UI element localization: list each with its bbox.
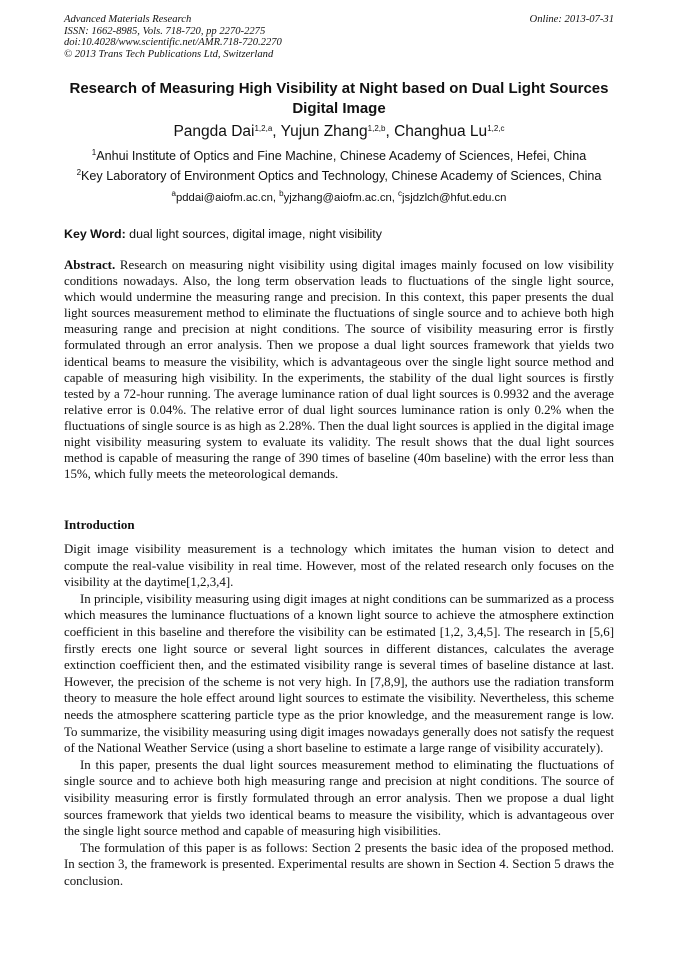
keywords-text: dual light sources, digital image, night visibility [125,227,382,241]
author-list [64,123,614,141]
email: jsjdzlch@hfut.edu.cn [402,192,507,204]
online-date: Online: 2013-07-31 [529,14,614,25]
affiliation-1 [64,149,614,163]
keywords [64,227,614,241]
affiliation-mark: 1 [91,148,97,157]
email: yjzhang@aiofm.ac.cn, [283,192,399,204]
affiliation-mark: 2 [76,168,82,177]
issn-line: ISSN: 1662-8985, Vols. 718-720, pp 2270-2275 [64,25,266,37]
separator: , [272,123,281,140]
paragraph: In principle, visibility measuring using digit images at night conditions can be summarized as a process which measures the luminance fluctuations of a known light source to achieve the atmosphere extinction coefficient in this baseline and therefore the visibility can be estimated [1,2, 3,4,5]. The research in [5,6] firstly erects one light source or several light sources in different distances, calculates the average extinction coefficient then, and the estimated visibility range is several times of baseline distance at last. However, the precision of the scheme is not very high. In [7,8,9], the authors use the radiation transform theory to measure the hole effect around light sources to estimate the visibility. Nevertheless, this scheme needs the atmosphere scattering particle type as the prior knowledge, and the measurement range is low. To summarize, the visibility measuring using digit images nowadays generally does not satisfy the request of the National Weather Service (using a short baseline to estimate a large range of visibility accurately). [64,591,614,756]
doi-line: doi:10.4028/www.scientific.net/AMR.718-720.2270 [64,37,282,49]
paragraph: The formulation of this paper is as follows: Section 2 presents the basic idea of the proposed method. In section 3, the framework is presented. Experimental results are shown in Section 4. Section 5 draws the conclusion. [64,840,614,888]
author-affiliation-mark: 1,2,b [367,124,386,133]
email-mark: a [171,189,176,198]
keywords-label: Key Word: [64,227,126,241]
separator: , [385,123,395,140]
paragraph: Digit image visibility measurement is a technology which imitates the human vision to detect and compute the real-value visibility in real time. However, most of the related research only focuses on the visibility at the daytime[1,2,3,4]. [64,542,614,590]
introduction-heading: Introduction [64,517,135,532]
paragraph: In this paper, presents the dual light sources measurement method to eliminating the fluctuations of single source and to achieve both high measuring range and precision at night conditions. The source of visibility measuring error is firstly formulated through an error analysis. Then we propose a dual light sources framework that yields two identical beams to measure the visibility, which is advantageous over the single light source method and capable of measuring high visibilities. [64,757,614,839]
author-name: Pangda Dai [173,123,255,140]
abstract [64,257,614,482]
author-name: Yujun Zhang [280,123,368,140]
affiliation-text: Key Laboratory of Environment Optics and Technology, Chinese Academy of Sciences, China [81,169,602,183]
copyright-line: © 2013 Trans Tech Publications Ltd, Switzerland [64,48,274,60]
journal-name: Advanced Materials Research [64,14,192,25]
paper-title: Research of Measuring High Visibility at Night based on Dual Light Sources Digital Image [69,80,609,117]
affiliation-2 [64,169,614,183]
journal-header [64,14,614,60]
author-name: Changhua Lu [394,123,488,140]
abstract-label: Abstract. [64,258,116,272]
email: pddai@aiofm.ac.cn, [175,192,280,204]
author-emails [64,189,614,204]
email-mark: c [398,189,403,198]
author-affiliation-mark: 1,2,c [487,124,505,133]
email-mark: b [279,189,284,198]
author-affiliation-mark: 1,2,a [254,124,273,133]
introduction-body [64,541,614,889]
affiliation-text: Anhui Institute of Optics and Fine Machine, Chinese Academy of Sciences, Hefei, China [96,149,587,163]
abstract-text: Research on measuring night visibility using digital images mainly focused on low visibility conditions nowadays. Also, the long term observation leads to fluctuations of the single light source, which would undermine the measuring range and precision. In this context, this paper presents the dual light sources measurement method to eliminate the fluctuations of single source and to achieve both high measuring range and precision at night conditions. The source of visibility measuring error is firstly formulated through an error analysis. Then we propose a dual light sources framework that yields two identical beams to measure the visibility, which is advantageous over the single light source method and capable of measuring high visibility. In the experiments, the stability of the dual light sources is firstly tested by a 72-hour running. The average luminance ration of dual light sources is 0.9932 and the average relative error is 0.04%. The relative error of dual light sources luminance ration is only 0.2% when the fluctuations of single source is as high as 2.28%. Then the dual light sources is applied in the digital image night visibility measuring system to evaluate its validity. The result shows that the dual light sources method is capable of measuring the range of 390 times of baseline (40m baseline) with the error less than 15%, which fully meets the meteorological demands. [64,258,615,482]
